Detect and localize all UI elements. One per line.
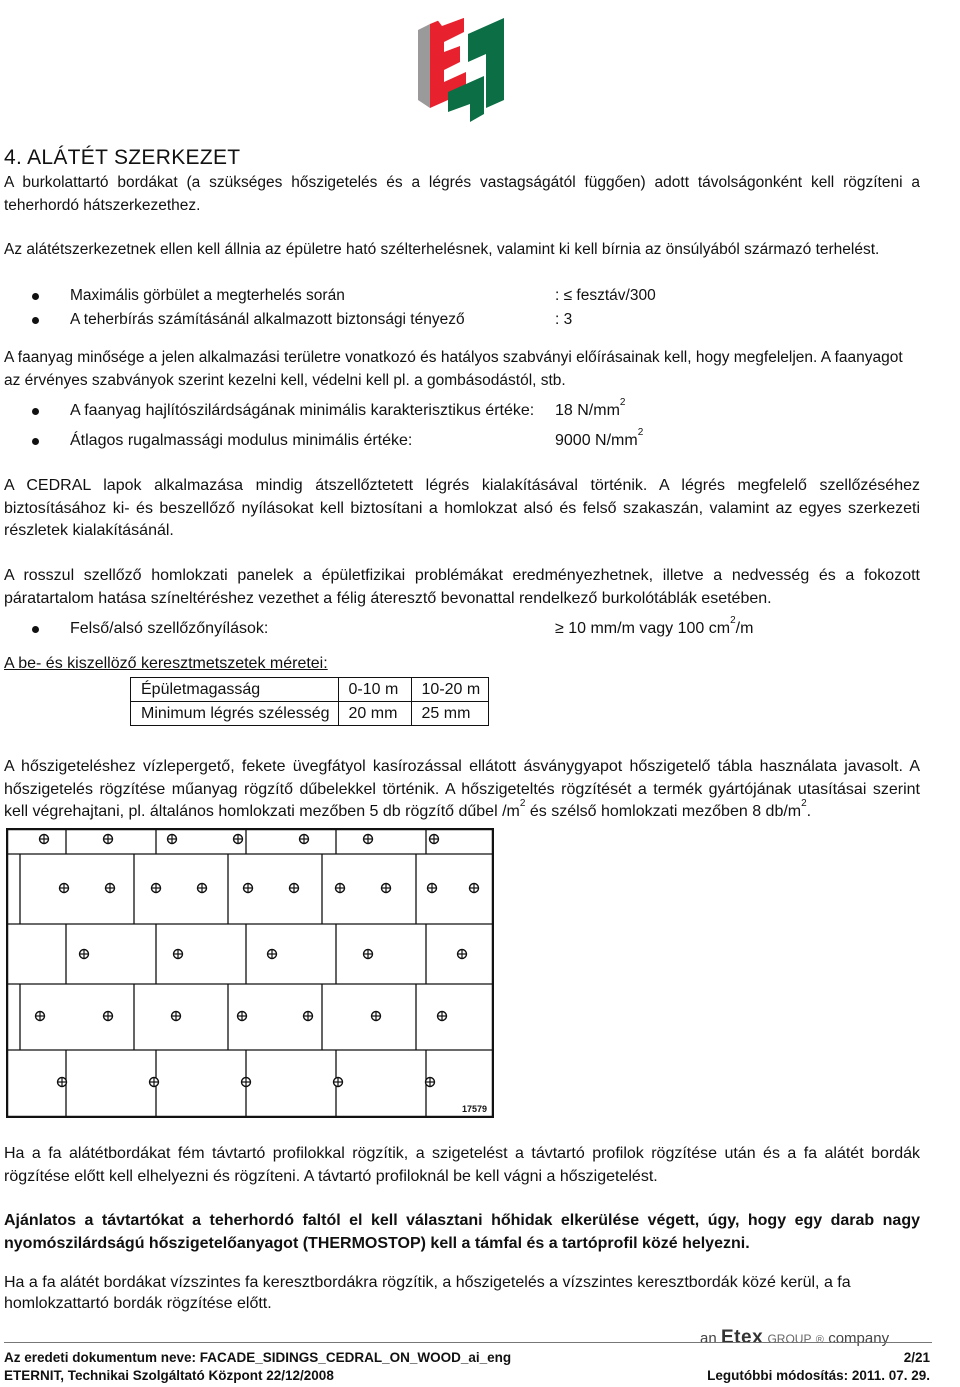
ventilation-table (130, 677, 489, 726)
dowel-marker (198, 884, 207, 893)
dowel-marker (104, 835, 113, 844)
figure-frame (7, 829, 493, 1117)
dowel-marker (382, 884, 391, 893)
dowel-marker (290, 884, 299, 893)
paragraph-load: Az alátétszerkezetnek ellen kell állnia az épületre ható szélterhelésnek, valamint ki kell bírnia az önsúlyából származó terhelést. (4, 241, 880, 258)
dowel-marker (364, 835, 373, 844)
dowel-marker (168, 835, 177, 844)
bullet-value-suffix: /m (735, 620, 754, 637)
bullet-value: : 3 (555, 311, 573, 328)
bullet-label: Átlagos rugalmassági modulus minimális értéke: (70, 432, 413, 449)
insulation-text: A hőszigeteléshez vízlepergető, fekete üvegfátyol kasírozással ellátott ásványgyapot hőszigetelő tábla használata javasolt. A hőszigetelés rögzítése műanyag rögzítő dűbelekkel történik. A hőszigeteltés rögzítését a termék gyártójának utasításai szerint kell végrehajtani, pl. általános homlokzati mezőben 5 db rögzítő dűbel /m (4, 758, 920, 820)
brand-group: GROUP (767, 1332, 812, 1346)
table-title-text: A be- és kiszellöző keresztmetszetek méretei: (4, 655, 328, 672)
bullet-icon (32, 626, 39, 633)
dowel-marker (152, 884, 161, 893)
superscript: 2 (801, 798, 807, 809)
footer-doc-name: Az eredeti dokumentum neve: FACADE_SIDINGS_CEDRAL_ON_WOOD_ai_eng (4, 1350, 512, 1365)
footer-org: ETERNIT, Technikai Szolgáltató Központ 22/12/2008 (4, 1368, 334, 1383)
table-cell: 25 mm (411, 702, 489, 726)
bullet-label: Felső/alsó szellőzőnyílások: (70, 620, 269, 637)
bullet-value: 18 N/mm (555, 402, 620, 419)
dowel-marker (238, 1012, 247, 1021)
paragraph-cross-battens: Ha a fa alátét bordákat vízszintes fa keresztbordákra rögzítik, a hőszigetelés a vízszintes keresztbordák közé kerül, a fa homlokzattartó bordák rögzítése előtt. (4, 1274, 851, 1312)
dowel-marker (60, 884, 69, 893)
section-heading: 4. ALÁTÉT SZERKEZET (4, 146, 241, 169)
footer-page-number: 2/21 (903, 1350, 930, 1365)
footer-brand (700, 1327, 889, 1349)
dowel-marker (106, 884, 115, 893)
registered-icon: ® (815, 1334, 824, 1346)
superscript: 2 (619, 397, 626, 408)
table-row (131, 702, 489, 726)
dowel-marker (304, 1012, 313, 1021)
bullet-label: Maximális görbület a megterhelés során (70, 287, 345, 304)
bullet-label: A faanyag hajlítószilárdságának minimális karakterisztikus értéke: (70, 402, 535, 419)
paragraph-spacers: Ha a fa alátétbordákat fém távtartó profilokkal rögzítik, a szigetelést a távtartó profilok rögzítése után és a fa alátét bordák rögzítése előtt kell elhelyezni és rögzíteni. A távtartó profiloknál be kell vágni a hőszigetelést. (4, 1145, 920, 1185)
paragraph-wood-quality: A faanyag minősége a jelen alkalmazási területre vonatkozó és hatályos szabványi előírásainak kell, hogy megfeleljen. A faanyagot az érvényes szabványok szerint kezelni kell, védelni kell pl. a gombásodástól, stb. (4, 349, 903, 389)
table-title (4, 655, 328, 673)
dowel-marker (426, 1078, 435, 1087)
dowel-marker (150, 1078, 159, 1087)
figure-label: 17579 (462, 1104, 488, 1114)
etex-logo (408, 4, 512, 124)
table-cell: 10-20 m (411, 678, 489, 702)
superscript: 2 (637, 427, 644, 438)
paragraph-intro: A burkolattartó bordákat (a szükséges hőszigetelés és a légrés vastagságától függően) adott távolságonként kell rögzíteni a teherhordó hátszerkezethez. (4, 174, 920, 214)
dowel-marker (470, 884, 479, 893)
footer-divider (4, 1342, 932, 1343)
table-row (131, 678, 489, 702)
dowel-marker (300, 835, 309, 844)
bullet-label: A teherbírás számításánál alkalmazott biztonsági tényező (70, 311, 465, 328)
dowel-marker (244, 884, 253, 893)
insulation-text-2: és szélső homlokzati mezőben 8 db/m (525, 803, 802, 820)
dowel-marker (242, 1078, 251, 1087)
table-cell: Épületmagasság (131, 678, 339, 702)
insulation-text-3: . (806, 803, 812, 820)
brand-an: an (700, 1330, 717, 1347)
dowel-marker (80, 950, 89, 959)
dowel-marker (40, 835, 49, 844)
dowel-marker (458, 950, 467, 959)
bullet-value: 9000 N/mm (555, 432, 638, 449)
bullet-icon (32, 293, 39, 300)
dowel-marker (372, 1012, 381, 1021)
dowel-marker (430, 835, 439, 844)
bullet-value: ≥ 10 mm/m vagy 100 cm (555, 620, 731, 637)
footer-modified: Legutóbbi módosítás: 2011. 07. 29. (707, 1368, 930, 1383)
bullet-value: : ≤ fesztáv/300 (555, 287, 656, 304)
superscript: 2 (730, 615, 736, 626)
bullet-icon (32, 438, 39, 445)
dowel-marker (438, 1012, 447, 1021)
brand-company: company (828, 1330, 890, 1347)
dowel-marker (104, 1012, 113, 1021)
paragraph-thermostop: Ajánlatos a távtartókat a teherhordó faltól el kell választani hőhidak elkerülése végett, úgy, hogy egy darab nagy nyomószilárdságú hőszigetelőanyagot (THERMOSTOP) kell a támfal és a tartóprofil közé helyezni. (4, 1212, 920, 1252)
brand-name: Etex (721, 1327, 764, 1348)
bullet-icon (32, 408, 39, 415)
dowel-layout-figure (6, 828, 494, 1118)
dowel-marker (268, 950, 277, 959)
table-cell: 20 mm (338, 702, 411, 726)
paragraph-insulation (4, 756, 920, 824)
bullet-icon (32, 317, 39, 324)
dowel-marker (234, 835, 243, 844)
paragraph-ventilation: A CEDRAL lapok alkalmazása mindig átszellőztetett légrés kialakításával történik. A légrés megfelelő szellőzéséhez biztosításához ki- és beszellőző nyílásokat kell biztosítani a homlokzat alsó és felső szakaszán, valamint az egyes szerkezeti részletek kialakításánál. (4, 477, 920, 539)
dowel-marker (364, 950, 373, 959)
table-cell: Minimum légrés szélesség (131, 702, 339, 726)
dowel-marker (36, 1012, 45, 1021)
dowel-marker (336, 884, 345, 893)
paragraph-poor-ventilation: A rosszul szellőző homlokzati panelek a épületfizikai problémákat eredményezhetnek, illetve a nedvesség és a fokozott páratartalom hatása színeltéréshez vezethet a félig áteresztő bevonattal rendelkező burkolótáblák esetében. (4, 567, 920, 607)
dowel-marker (58, 1078, 67, 1087)
dowel-marker (428, 884, 437, 893)
superscript: 2 (519, 798, 526, 809)
table-cell: 0-10 m (338, 678, 411, 702)
dowel-marker (334, 1078, 343, 1087)
dowel-marker (174, 950, 183, 959)
dowel-marker (172, 1012, 181, 1021)
